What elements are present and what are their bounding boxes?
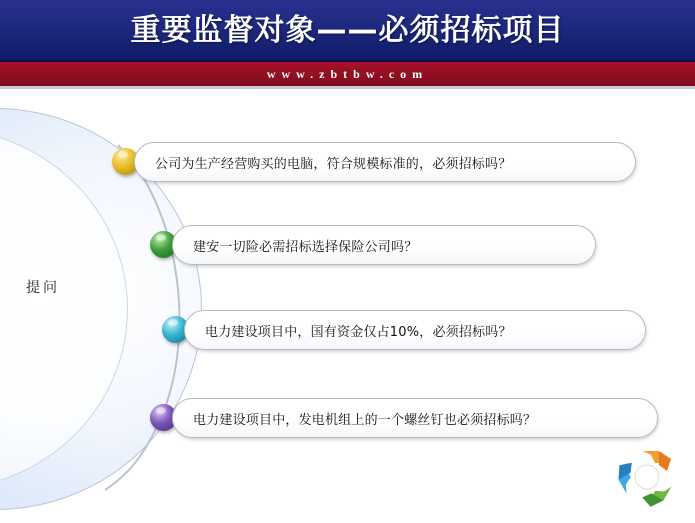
question-text: 电力建设项目中，国有资金仅占10%，必须招标吗？ <box>205 324 512 340</box>
question-text: 建安一切险必需招标选择保险公司吗？ <box>193 239 418 255</box>
page-title: 重要监督对象——必须招标项目 <box>130 13 565 48</box>
question-text: 公司为生产经营购买的电脑，符合规模标准的，必须招标吗？ <box>155 156 512 172</box>
header-divider <box>0 86 695 89</box>
website-text: www.zbtbw.com <box>266 67 429 81</box>
section-label-ask: 提问 <box>26 280 60 296</box>
callout-bubble[interactable] <box>134 142 636 182</box>
recycle-logo-icon <box>615 445 679 509</box>
callout-bubble[interactable] <box>172 225 596 265</box>
callout-bubble[interactable] <box>184 310 646 350</box>
callout-bubble[interactable] <box>172 398 658 438</box>
question-text: 电力建设项目中，发电机组上的一个螺丝钉也必须招标吗？ <box>193 412 537 428</box>
